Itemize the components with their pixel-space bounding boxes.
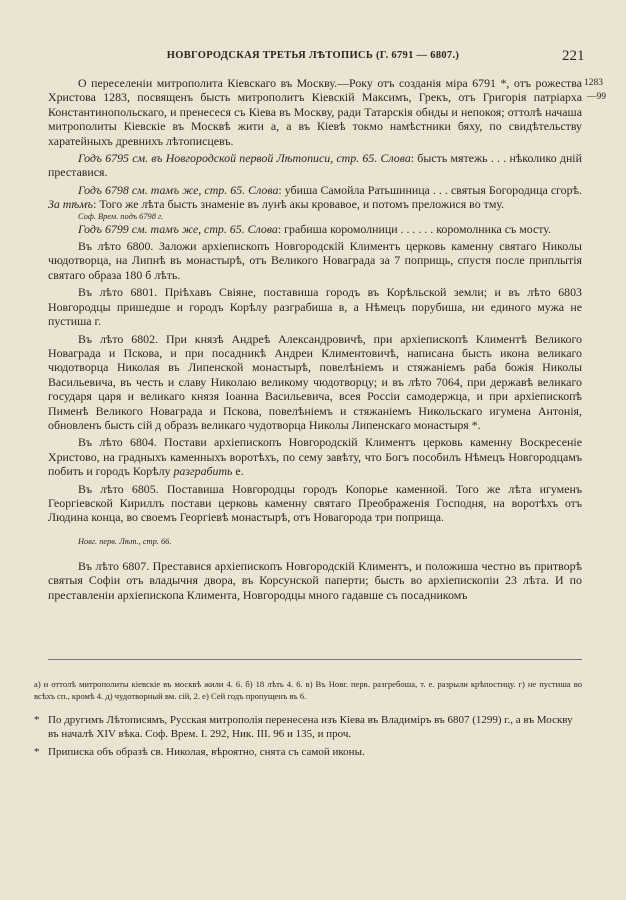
paragraph-year-6807: Въ лѣто 6807. Преставися архіепископъ Новгородскій Климентъ, и положиша честно въ притворѣ святыя Софіи отъ владычня двора, въ Корсунской паперти; бысть во архіепископіи 23 лѣта. И по преставленіи архіепископа Климента, Новгородцы много гадавше съ посадникомъ [48,558,582,602]
quote-6799: : грабиша коромолници . . . . . . коромолника съ мосту. [277,221,552,236]
variant-readings: а) и оттолѣ митрополиты кіевскіе въ москвѣ жили 4. 6. б) 18 лѣть 4. 6. в) Въ Новг. перв. разгребоша, т. е. разрыли крѣпостицу. г) не пустиша во всѣхъ сп., кромѣ 4. д) чудотворный вм. сій, 2. е) Сей годъ пропущенъ въ 6. [34,679,582,701]
paragraph-year-6805: Въ лѣто 6805. Поставиша Новгородцы городъ Копорье каменной. Того же лѣта игуменъ Георгіевской Кириллъ постави церковь каменну святаго Преображенія Господня, на воротѣхъ отъ Людина конца, во своемъ Георгіевѣ монастырѣ, отъ Новагорода три поприща. [48,481,582,525]
footnote [34,746,582,760]
margin-year-note [584,76,606,104]
main-text [48,76,582,602]
paragraph-year-6802: Въ лѣто 6802. При князѣ Андреѣ Александровичѣ, при архіепископѣ Климентѣ Великого Новаграда и Пскова, и при посадникѣ Андреи Климентовичѣ, написана бысть икона великаго чюдотворца Николая въ Липенской монастырѣ, повелѣніемъ и стяжаніемъ раба божія Николы Васильевича, въ честь и славу Николаю великому чюдотворцу; и въ лѣто 7064, при державѣ великаго государя царя и великаго князя Іоанна Васильевича, всея Россіи самодержца, и при архіепископѣ Пименѣ Великого Новаграда и Пскова, повелѣніемъ и стяжаніемъ Никольскаго игумена Антонія, обновленъ бысть сій д образъ великаго чудотворца Николы Липенскаго монастыря *. [48,331,582,432]
paragraph-year-6799 [48,222,582,236]
footnote [34,714,582,741]
footnote-mark: * [34,746,40,758]
margin-year-start: 1283 [584,78,603,88]
quote-6798: : убиша Самойла Ратьшиница . . . святыя Богородица сгорѣ. [278,182,582,197]
quote-6795: : бысть мятежь . . . нѣколико дній преставися. [48,151,582,180]
reference-6795: Годъ 6795 см. въ Новгородской первой Лѣтописи, стр. 65. Слова [78,151,411,166]
paragraph-year-6804 [48,435,582,478]
footnotes [34,714,582,765]
reference-6798: Годъ 6798 см. тамъ же, стр. 65. Слова [78,182,279,197]
footnote-divider [48,659,582,660]
text-6804: Въ лѣто 6804. Постави архіепископъ Новгородскій Климентъ церковь каменну Воскресеніе Христово, на градныхъ каменныхъ воротѣхъ, по сему завѣту, что Богъ пособилъ Нѣмецъ Новгородцамъ побить и городъ Корѣлу [48,435,582,479]
running-header-title: НОВГОРОДСКАЯ ТРЕТЬЯ ЛѢТОПИСЬ (Г. 6791 — 6807.) [166,50,460,61]
footnote-mark: * [34,714,40,726]
paragraph-year-6800: Въ лѣто 6800. Заложи архіепископъ Новгородскій Климентъ церковь каменну святаго Николы чюдотворца, на Липнѣ въ монастырѣ, отъ Великого Новаграда за 7 поприщь, спустя после приплытія святаго образа 180 б лѣть. [48,239,582,282]
source-note-sofia: Соф. Врем. подъ 6798 г. [78,211,164,221]
paragraph-metropolitan: О переселеніи митрополита Кіевскаго въ Москву.—Року отъ созданія міра 6791 *, отъ рожества Христова 1283, посвященъ бысть митрополитъ Кіевскій Максимъ, Грекъ, отъ Григорія патріарха Константинопольскаго, и пренесеся съ Кіева въ Москву, ради Татарскія обиды и непокоя; оттолѣ начаша митрополиты Кіевскіе въ Москвѣ жити а, а въ Кіевѣ токмо намѣстники бяху, по свидѣтельству харатейныхъ древнихъ лѣтописцевъ. [48,76,582,148]
footnote-text: По другимъ Лѣтописямъ, Русская митрополія перенесена изъ Кіева въ Владиміръ въ 6807 (1299) г., а въ Москву въ началѣ XIV вѣка. Соф. Врем. І. 292, Ник. ІІІ. 96 и 135, и проч. [48,714,573,740]
emph-razgrabit: разграбить [173,464,233,479]
quote-after: : Того же лѣта бысть знаменіе въ лунѣ акы кровавое, и потомъ преложися во тму. [93,197,505,212]
reference-after: За тѣмъ [48,197,94,212]
source-note-novg: Новг. перв. Лѣт., стр. 66. [78,536,172,546]
footnote-text: Приписка объ образѣ св. Николая, вѣроятно, снята съ самой иконы. [48,746,365,758]
reference-6799: Годъ 6799 см. тамъ же, стр. 65. Слова [78,221,278,236]
paragraph-year-6798 [48,183,582,212]
paragraph-year-6795 [48,151,582,180]
variant-mark-e: е. [235,464,244,479]
paragraph-year-6801: Въ лѣто 6801. Пріѣхавъ Свіяне, поставиша городъ въ Корѣльской земли; и въ лѣто 6803 Новгородцы пришедше и городъ Корѣлу разграбиша в, а Нѣмецъ порубиша, ни единого мужа не пустиша г. [48,285,582,329]
margin-year-end: —99 [587,92,606,102]
page-number: 221 [562,48,585,64]
